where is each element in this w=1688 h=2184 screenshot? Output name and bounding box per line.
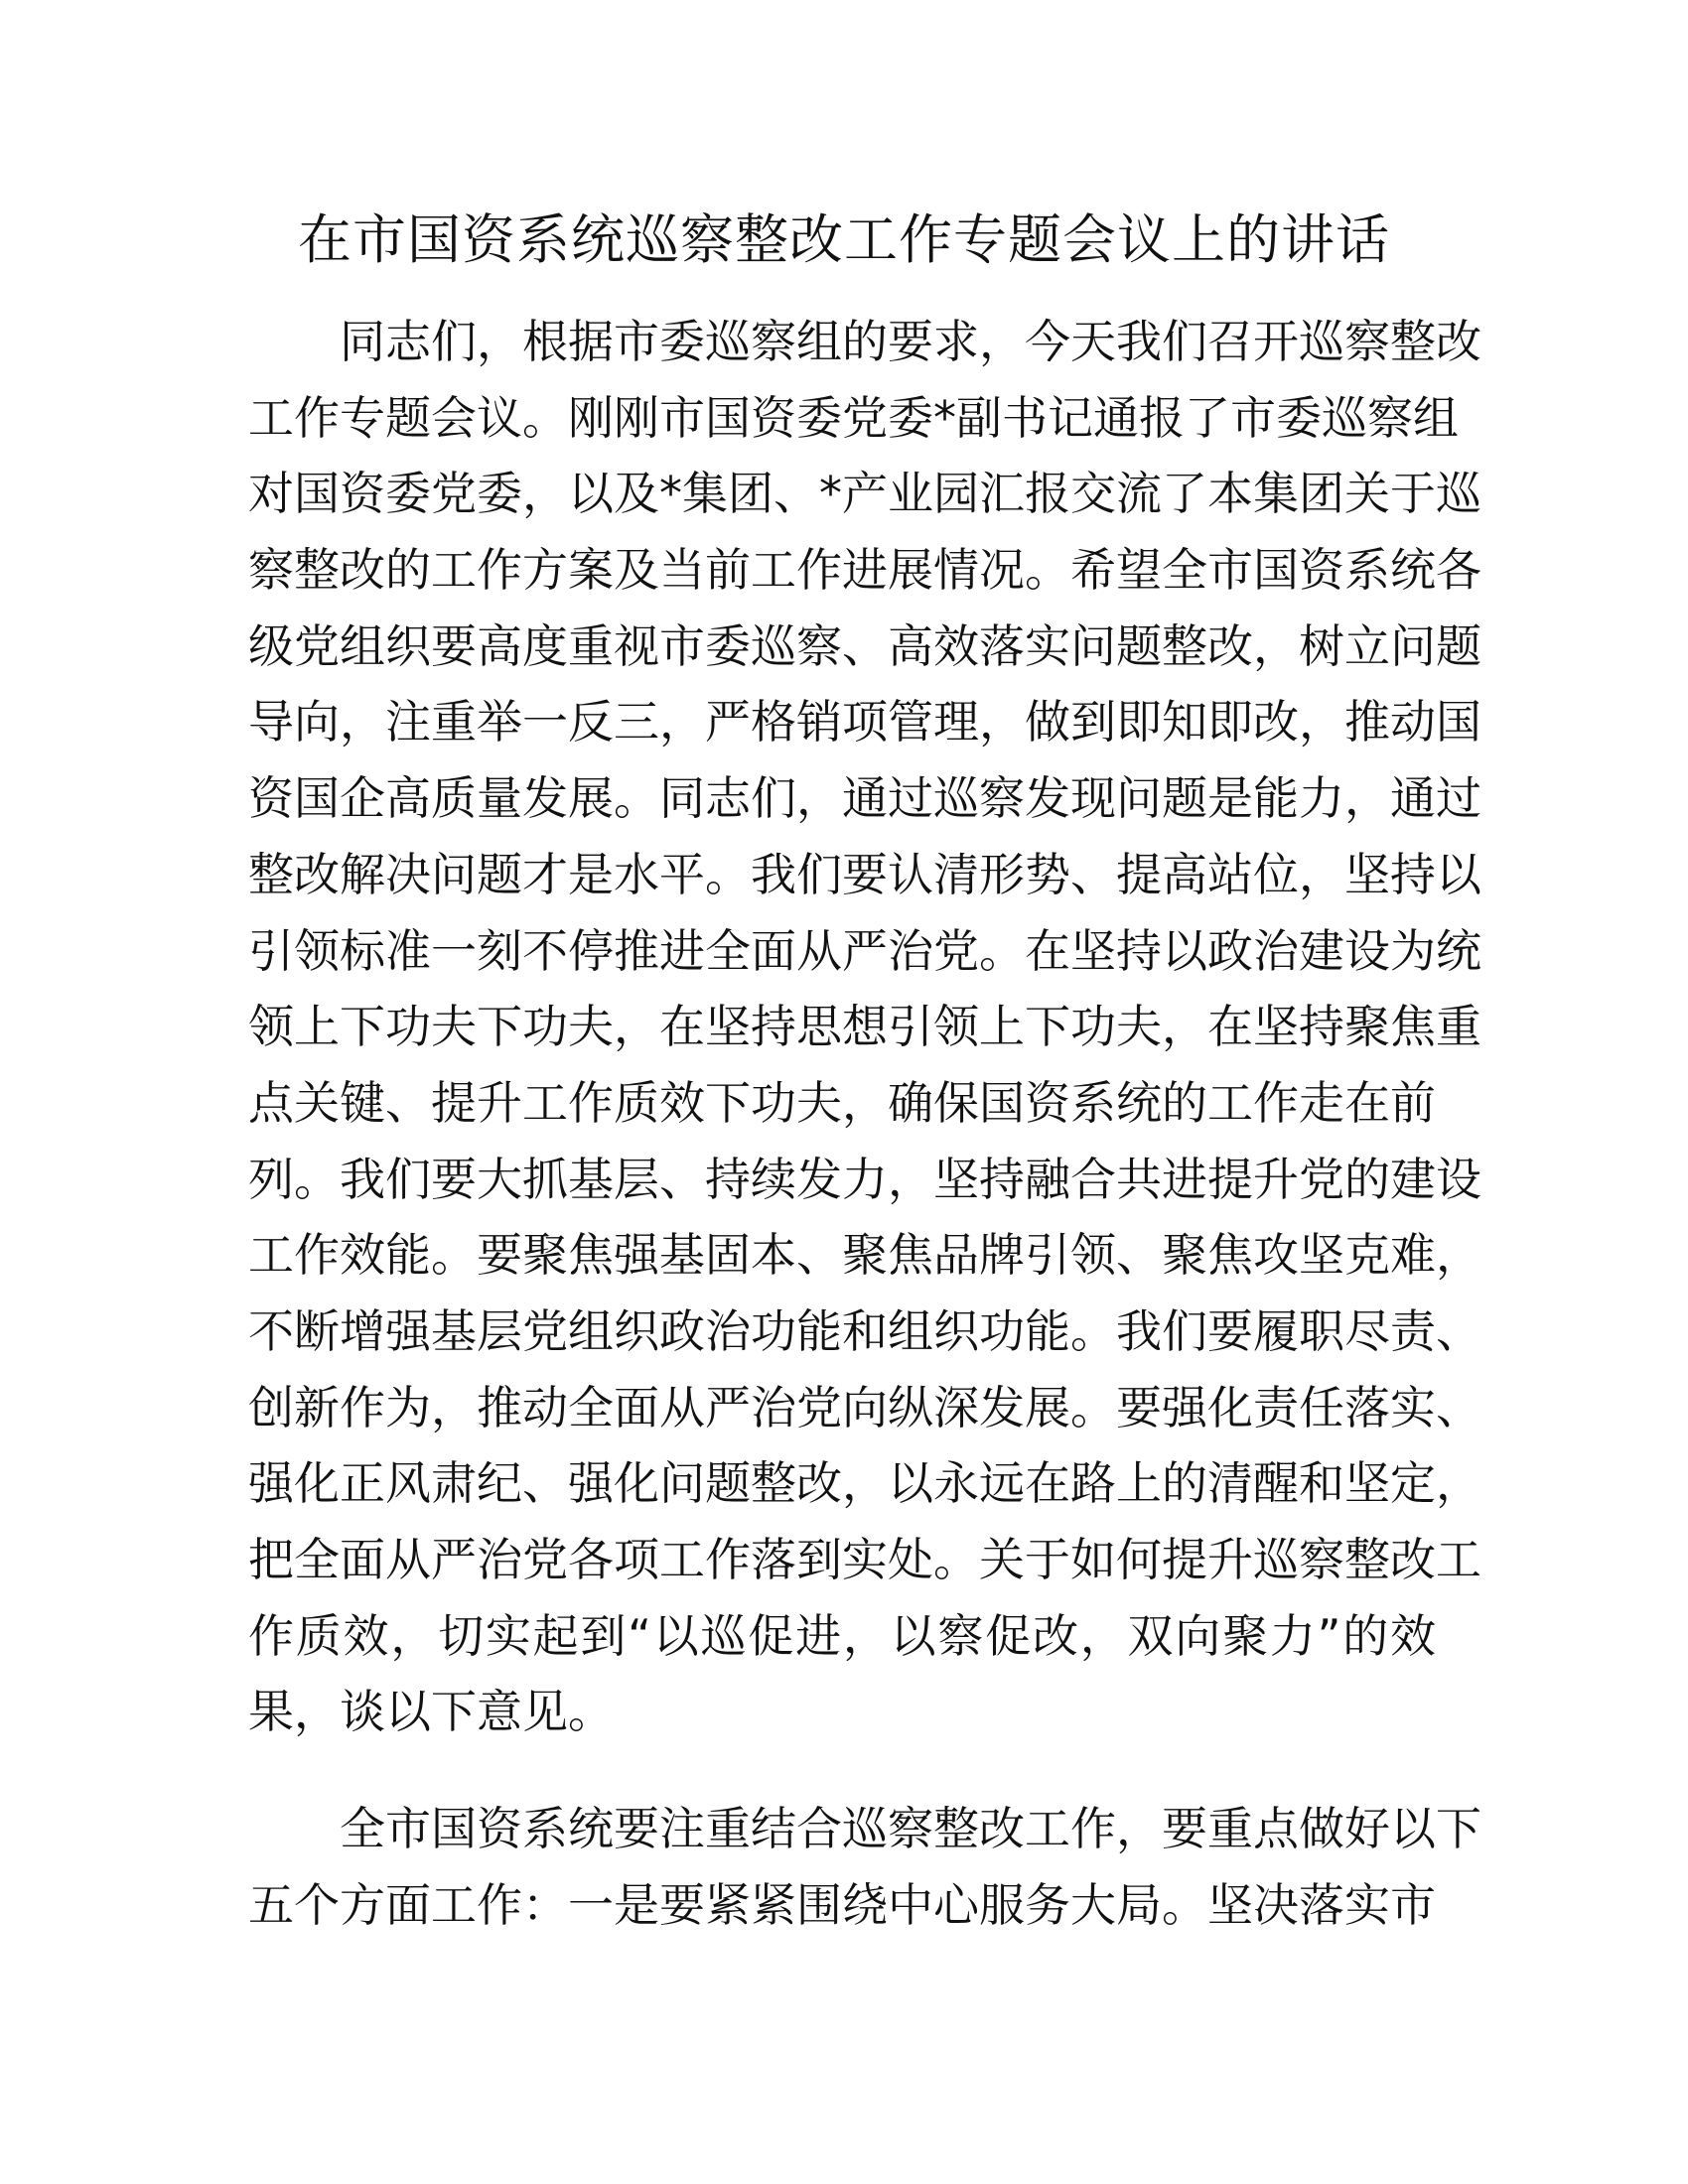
paragraph-line: 资国企高质量发展。同志们，通过巡察发现问题是能力，通过	[248, 771, 1481, 826]
paragraph-line: 对国资委党委，以及*集团、*产业园汇报交流了本集团关于巡	[248, 467, 1481, 521]
paragraph-line: 点关键、提升工作质效下功夫，确保国资系统的工作走在前	[248, 1075, 1436, 1130]
document-title: 在市国资系统巡察整改工作专题会议上的讲话	[298, 208, 1390, 271]
paragraph-line: 作质效，切实起到“以巡促进，以察促改，双向聚力”的效	[248, 1608, 1436, 1663]
paragraph-line: 全市国资系统要注重结合巡察整改工作，要重点做好以下	[340, 1802, 1481, 1855]
paragraph-line: 级党组织要高度重视市委巡察、高效落实问题整改，树立问题	[248, 618, 1481, 673]
paragraph-line: 工作效能。要聚焦强基固本、聚焦品牌引领、聚焦攻坚克难，	[248, 1228, 1481, 1283]
paragraph-line: 五个方面工作：一是要紧紧围绕中心服务大局。坚决落实市	[248, 1877, 1436, 1932]
paragraph-line: 引领标准一刻不停推进全面从严治党。在坚持以政治建设为统	[248, 923, 1481, 978]
paragraph-1	[248, 304, 1481, 1750]
paragraph-line: 列。我们要大抓基层、持续发力，坚持融合共进提升党的建设	[248, 1152, 1481, 1206]
paragraph-line: 强化正风肃纪、强化问题整改，以永远在路上的清醒和坚定，	[248, 1456, 1481, 1511]
paragraph-line: 不断增强基层党组织政治功能和组织功能。我们要履职尽责、	[248, 1303, 1481, 1358]
paragraph-line: 把全面从严治党各项工作落到实处。关于如何提升巡察整改工	[248, 1533, 1481, 1586]
paragraph-line: 领上下功夫下功夫，在坚持思想引领上下功夫，在坚持聚焦重	[248, 1000, 1481, 1054]
paragraph-2	[248, 1791, 1481, 1943]
paragraph-line: 察整改的工作方案及当前工作进展情况。希望全市国资系统各	[248, 543, 1481, 598]
paragraph-line: 工作专题会议。刚刚市国资委党委*副书记通报了市委巡察组	[248, 390, 1459, 445]
paragraph-line: 导向，注重举一反三，严格销项管理，做到即知即改，推动国	[248, 695, 1481, 750]
paragraph-line: 整改解决问题才是水平。我们要认清形势、提高站位，坚持以	[248, 847, 1481, 901]
paragraph-line: 果，谈以下意见。	[248, 1685, 614, 1739]
paragraph-line: 创新作为，推动全面从严治党向纵深发展。要强化责任落实、	[248, 1380, 1481, 1434]
paragraph-line: 同志们，根据市委巡察组的要求，今天我们召开巡察整改	[340, 315, 1481, 368]
